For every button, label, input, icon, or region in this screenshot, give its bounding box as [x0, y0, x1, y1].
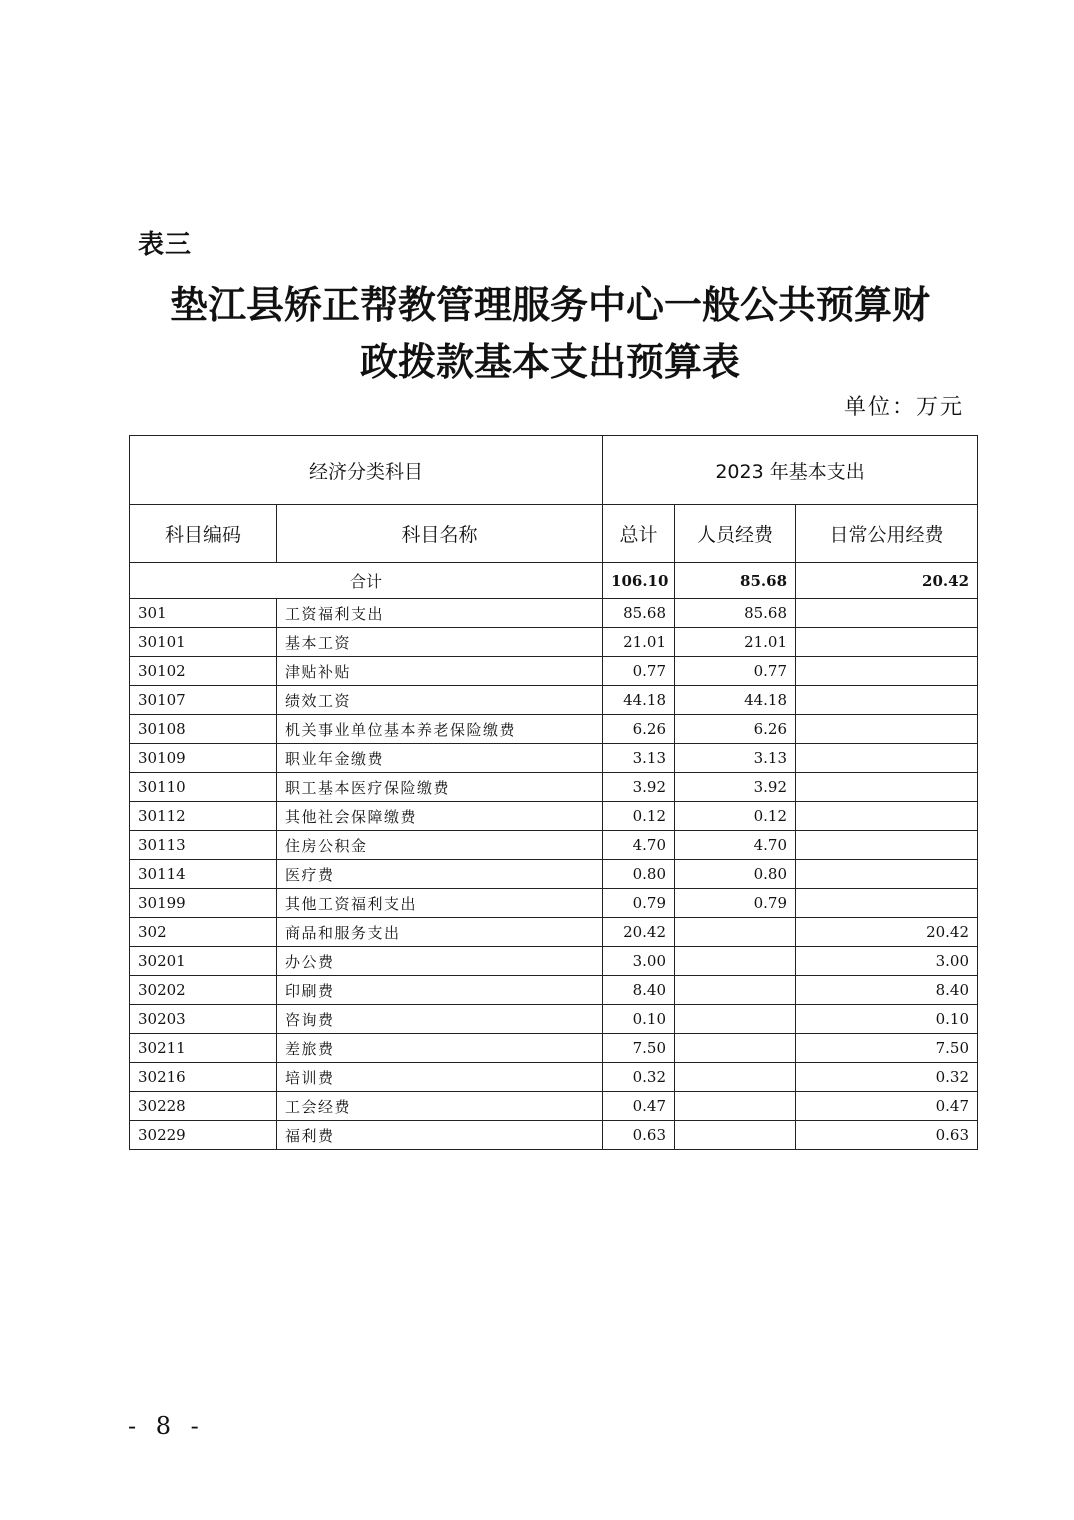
table-row [130, 599, 978, 628]
cell-code: 30201 [130, 947, 277, 976]
page-number: - 8 - [128, 1412, 205, 1440]
cell-code: 30108 [130, 715, 277, 744]
cell-public [796, 628, 978, 657]
cell-personnel: 4.70 [675, 831, 796, 860]
cell-personnel [675, 947, 796, 976]
cell-personnel: 0.12 [675, 802, 796, 831]
cell-personnel: 3.13 [675, 744, 796, 773]
cell-code: 30216 [130, 1063, 277, 1092]
cell-personnel [675, 1034, 796, 1063]
cell-name: 绩效工资 [277, 686, 603, 715]
cell-code: 30228 [130, 1092, 277, 1121]
cell-name: 工会经费 [277, 1092, 603, 1121]
cell-code: 30107 [130, 686, 277, 715]
table-row [130, 773, 978, 802]
table-row [130, 947, 978, 976]
cell-personnel: 0.79 [675, 889, 796, 918]
cell-total: 3.92 [603, 773, 675, 802]
cell-public [796, 802, 978, 831]
table-row [130, 860, 978, 889]
table-row [130, 686, 978, 715]
cell-public: 7.50 [796, 1034, 978, 1063]
cell-code: 301 [130, 599, 277, 628]
cell-public [796, 744, 978, 773]
cell-personnel: 21.01 [675, 628, 796, 657]
cell-code: 30101 [130, 628, 277, 657]
cell-public [796, 889, 978, 918]
cell-total: 0.32 [603, 1063, 675, 1092]
cell-name: 职业年金缴费 [277, 744, 603, 773]
cell-name: 培训费 [277, 1063, 603, 1092]
cell-total: 3.00 [603, 947, 675, 976]
cell-personnel: 3.92 [675, 773, 796, 802]
cell-public: 0.63 [796, 1121, 978, 1150]
cell-personnel: 85.68 [675, 599, 796, 628]
total-public: 20.42 [796, 563, 978, 599]
table-row [130, 918, 978, 947]
cell-personnel: 0.77 [675, 657, 796, 686]
cell-name: 福利费 [277, 1121, 603, 1150]
table-row [130, 715, 978, 744]
cell-name: 住房公积金 [277, 831, 603, 860]
cell-total: 44.18 [603, 686, 675, 715]
cell-public: 0.47 [796, 1092, 978, 1121]
cell-code: 30102 [130, 657, 277, 686]
cell-name: 津贴补贴 [277, 657, 603, 686]
cell-personnel: 0.80 [675, 860, 796, 889]
cell-code: 30211 [130, 1034, 277, 1063]
table-row [130, 1121, 978, 1150]
cell-name: 印刷费 [277, 976, 603, 1005]
cell-personnel: 44.18 [675, 686, 796, 715]
cell-total: 7.50 [603, 1034, 675, 1063]
cell-name: 办公费 [277, 947, 603, 976]
title-line-1: 垫江县矫正帮教管理服务中心一般公共预算财 [169, 282, 930, 327]
table-row [130, 831, 978, 860]
cell-code: 30199 [130, 889, 277, 918]
table-row [130, 657, 978, 686]
cell-total: 0.63 [603, 1121, 675, 1150]
title-line-2: 政拨款基本支出预算表 [359, 339, 740, 384]
cell-public [796, 773, 978, 802]
cell-total: 0.77 [603, 657, 675, 686]
header-basic-expenditure: 2023 年基本支出 [603, 436, 978, 505]
cell-public [796, 686, 978, 715]
cell-total: 0.12 [603, 802, 675, 831]
cell-name: 其他社会保障缴费 [277, 802, 603, 831]
cell-name: 职工基本医疗保险缴费 [277, 773, 603, 802]
unit-label: 单位：万元 [843, 395, 964, 420]
cell-personnel [675, 1063, 796, 1092]
total-label: 合计 [130, 563, 603, 599]
cell-code: 30110 [130, 773, 277, 802]
header-public: 日常公用经费 [796, 505, 978, 563]
table-row [130, 889, 978, 918]
cell-total: 4.70 [603, 831, 675, 860]
header-economic-classification: 经济分类科目 [130, 436, 603, 505]
cell-total: 0.47 [603, 1092, 675, 1121]
table-row [130, 976, 978, 1005]
cell-total: 20.42 [603, 918, 675, 947]
cell-total: 8.40 [603, 976, 675, 1005]
cell-name: 咨询费 [277, 1005, 603, 1034]
cell-total: 3.13 [603, 744, 675, 773]
cell-code: 30114 [130, 860, 277, 889]
cell-public: 0.10 [796, 1005, 978, 1034]
table-label: 表三 [138, 230, 193, 260]
table-row [130, 744, 978, 773]
table-row [130, 1034, 978, 1063]
cell-name: 商品和服务支出 [277, 918, 603, 947]
cell-personnel: 6.26 [675, 715, 796, 744]
header-row-group [130, 436, 978, 505]
cell-public [796, 860, 978, 889]
cell-total: 0.79 [603, 889, 675, 918]
header-row-columns [130, 505, 978, 563]
cell-name: 工资福利支出 [277, 599, 603, 628]
cell-personnel [675, 976, 796, 1005]
cell-personnel [675, 918, 796, 947]
table-row [130, 1005, 978, 1034]
table-row [130, 802, 978, 831]
cell-personnel [675, 1005, 796, 1034]
header-total: 总计 [603, 505, 675, 563]
budget-table [129, 435, 978, 1150]
cell-public [796, 657, 978, 686]
cell-name: 医疗费 [277, 860, 603, 889]
cell-code: 30109 [130, 744, 277, 773]
cell-public [796, 715, 978, 744]
budget-table-body [130, 436, 978, 1150]
cell-public: 3.00 [796, 947, 978, 976]
cell-total: 21.01 [603, 628, 675, 657]
cell-name: 差旅费 [277, 1034, 603, 1063]
header-name: 科目名称 [277, 505, 603, 563]
cell-total: 0.10 [603, 1005, 675, 1034]
header-code: 科目编码 [130, 505, 277, 563]
cell-public: 8.40 [796, 976, 978, 1005]
cell-code: 30113 [130, 831, 277, 860]
cell-total: 0.80 [603, 860, 675, 889]
cell-public [796, 831, 978, 860]
cell-name: 其他工资福利支出 [277, 889, 603, 918]
cell-public: 20.42 [796, 918, 978, 947]
cell-name: 基本工资 [277, 628, 603, 657]
cell-total: 6.26 [603, 715, 675, 744]
cell-public: 0.32 [796, 1063, 978, 1092]
cell-code: 30203 [130, 1005, 277, 1034]
cell-personnel [675, 1092, 796, 1121]
document-title [100, 276, 1000, 390]
total-total: 106.10 [603, 563, 675, 599]
cell-code: 30202 [130, 976, 277, 1005]
cell-name: 机关事业单位基本养老保险缴费 [277, 715, 603, 744]
cell-code: 30229 [130, 1121, 277, 1150]
cell-code: 302 [130, 918, 277, 947]
header-personnel: 人员经费 [675, 505, 796, 563]
table-row [130, 628, 978, 657]
total-row [130, 563, 978, 599]
total-personnel: 85.68 [675, 563, 796, 599]
cell-personnel [675, 1121, 796, 1150]
table-row [130, 1063, 978, 1092]
table-row [130, 1092, 978, 1121]
cell-public [796, 599, 978, 628]
cell-code: 30112 [130, 802, 277, 831]
cell-total: 85.68 [603, 599, 675, 628]
